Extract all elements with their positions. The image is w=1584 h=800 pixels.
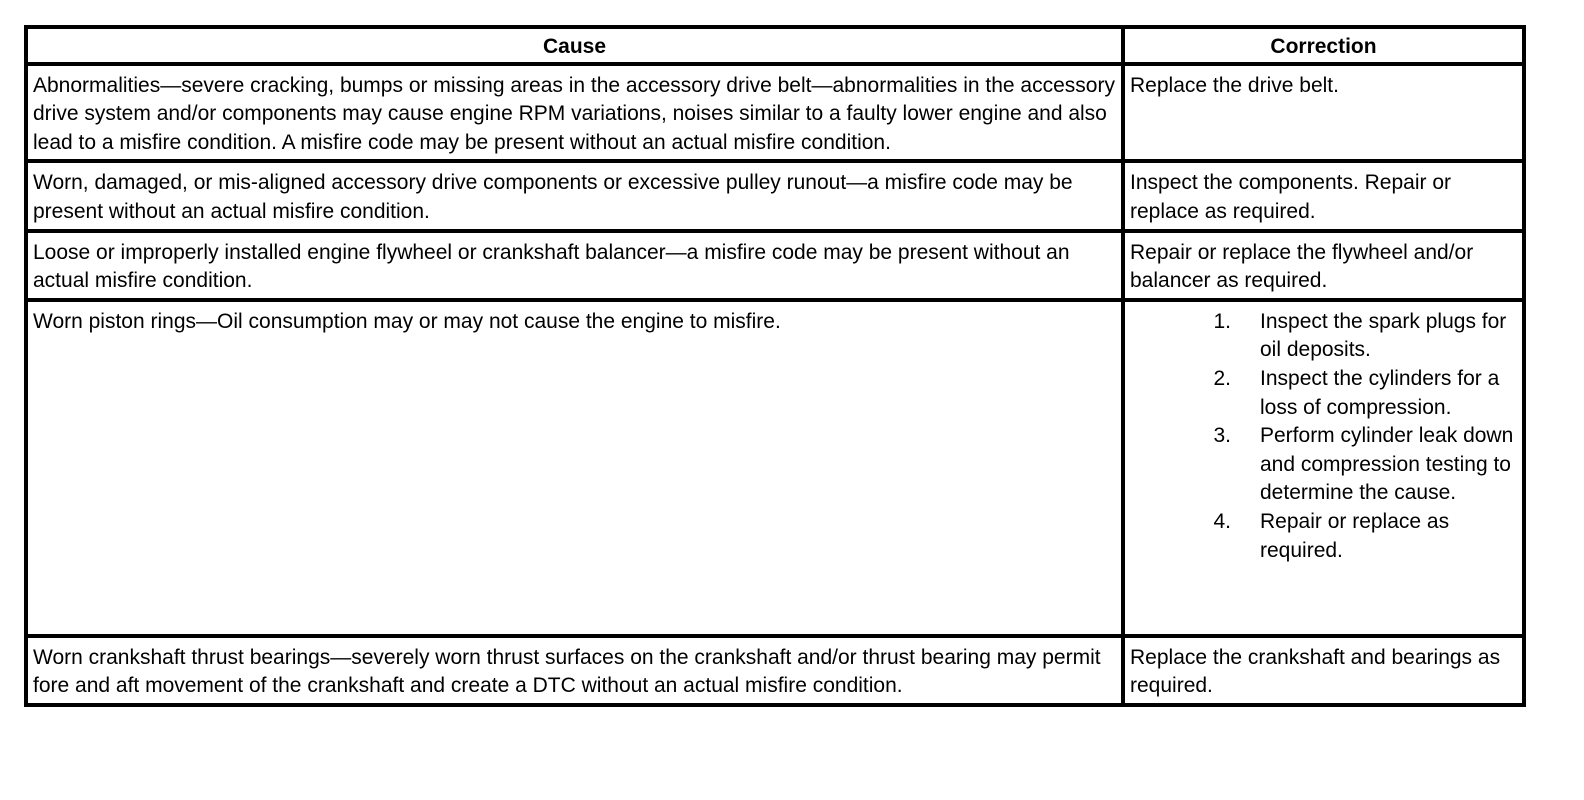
correction-cell [1123, 300, 1524, 636]
table-row [26, 636, 1524, 705]
table-row [26, 300, 1524, 636]
table-row [26, 161, 1524, 230]
correction-step [1130, 508, 1518, 565]
step-text: Repair or replace as required. [1260, 509, 1450, 562]
column-header-correction: Correction [1123, 27, 1524, 64]
step-text: Inspect the cylinders for a loss of compression. [1260, 366, 1500, 419]
step-number: 1. [1213, 309, 1231, 333]
correction-cell: Inspect the components. Repair or replace as required. [1123, 161, 1524, 230]
cause-cell: Abnormalities—severe cracking, bumps or missing areas in the accessory drive belt—abnormalities in the accessory drive system and/or components may cause engine RPM variations, noises similar to a faulty lower engine and also lead to a misfire condition. A misfire code may be present without an actual misfire condition. [26, 64, 1123, 162]
cause-cell: Worn piston rings—Oil consumption may or may not cause the engine to misfire. [26, 300, 1123, 636]
step-text: Inspect the spark plugs for oil deposits. [1260, 309, 1507, 362]
correction-cell: Replace the drive belt. [1123, 64, 1524, 162]
step-number: 3. [1213, 424, 1231, 448]
correction-step [1130, 365, 1518, 422]
correction-step [1130, 422, 1518, 508]
correction-step [1130, 308, 1518, 365]
correction-cell: Repair or replace the flywheel and/or balancer as required. [1123, 231, 1524, 300]
table-row [26, 64, 1524, 162]
misfire-diagnostic-table [24, 25, 1526, 707]
cause-cell: Worn crankshaft thrust bearings—severely worn thrust surfaces on the crankshaft and/or thrust bearing may permit fore and aft movement of the crankshaft and create a DTC without an actual misfire condition. [26, 636, 1123, 705]
correction-steps-list [1130, 308, 1518, 565]
diagnostic-table-container [24, 25, 1522, 707]
table-row [26, 231, 1524, 300]
cause-cell: Loose or improperly installed engine flywheel or crankshaft balancer—a misfire code may be present without an actual misfire condition. [26, 231, 1123, 300]
correction-cell: Replace the crankshaft and bearings as required. [1123, 636, 1524, 705]
table-header-row [26, 27, 1524, 64]
cause-cell: Worn, damaged, or mis-aligned accessory drive components or excessive pulley runout—a misfire code may be present without an actual misfire condition. [26, 161, 1123, 230]
column-header-cause: Cause [26, 27, 1123, 64]
step-text: Perform cylinder leak down and compression testing to determine the cause. [1260, 424, 1514, 505]
step-number: 2. [1213, 366, 1231, 390]
step-number: 4. [1213, 509, 1231, 533]
